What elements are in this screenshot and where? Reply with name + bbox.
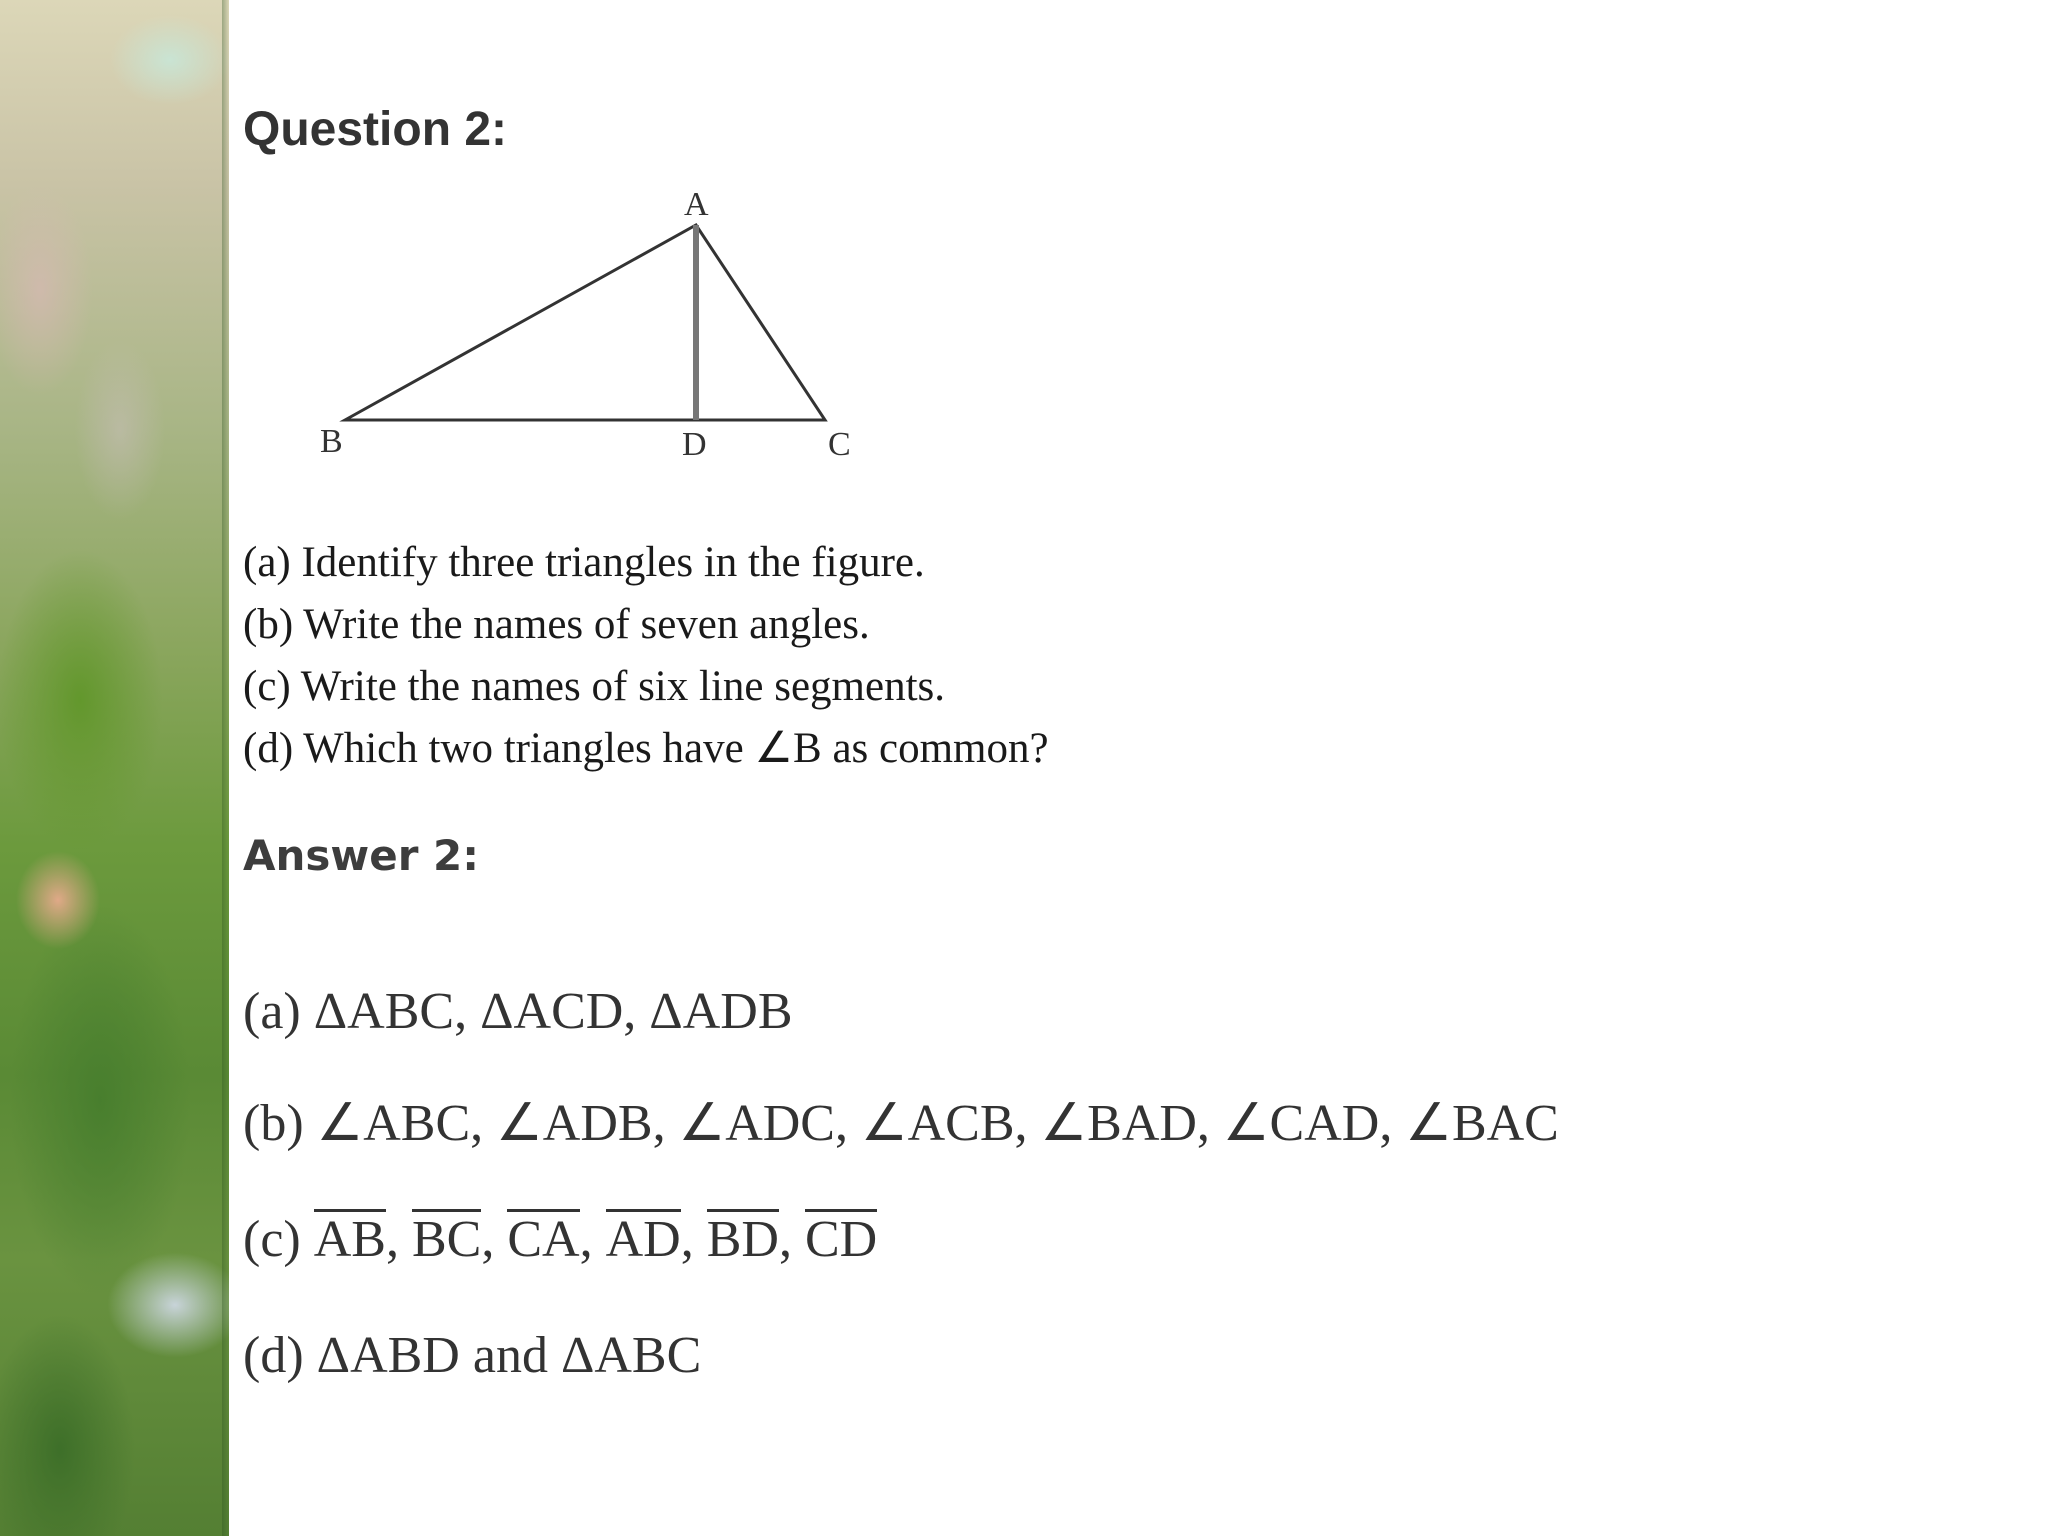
line-segment-name: CD bbox=[804, 1211, 878, 1268]
line-segment: AB, bbox=[313, 1211, 412, 1268]
question-part-d: (d) Which two triangles have ∠B as common? bbox=[243, 725, 1049, 772]
answer-part-d: (d) ΔABD and ΔABC bbox=[243, 1327, 702, 1384]
line-segment: AD, bbox=[605, 1211, 707, 1268]
question-parts bbox=[243, 532, 1049, 780]
answer-part-c-prefix: (c) bbox=[243, 1211, 301, 1268]
answer-part-c bbox=[243, 1208, 877, 1272]
answer-title: Answer 2: bbox=[243, 831, 480, 880]
decorative-sidebar bbox=[0, 0, 229, 1536]
question-title: Question 2: bbox=[243, 103, 508, 156]
line-segment: BD, bbox=[706, 1211, 805, 1268]
line-segment: CA, bbox=[507, 1211, 606, 1268]
triangle-abc bbox=[345, 225, 825, 420]
vertex-label-c: C bbox=[828, 426, 851, 463]
vertex-label-b: B bbox=[320, 423, 343, 460]
sidebar-edge-shadow bbox=[222, 0, 229, 1536]
line-segment bbox=[805, 1208, 877, 1272]
question-part-b: (b) Write the names of seven angles. bbox=[243, 601, 870, 648]
answer-part-b: (b) ∠ABC, ∠ADB, ∠ADC, ∠ACB, ∠BAD, ∠CAD, ∠BAC bbox=[243, 1095, 1559, 1152]
line-segment-list bbox=[314, 1208, 877, 1272]
triangle-figure bbox=[300, 180, 880, 470]
line-segment-name: CA bbox=[507, 1211, 580, 1268]
line-segment-name: BC bbox=[411, 1211, 482, 1268]
question-part-c: (c) Write the names of six line segments. bbox=[243, 663, 946, 710]
line-segment-name: AD bbox=[605, 1211, 681, 1268]
question-part-a: (a) Identify three triangles in the figure. bbox=[243, 539, 925, 586]
vertex-label-d: D bbox=[682, 426, 707, 463]
line-segment-name: AB bbox=[313, 1211, 386, 1268]
answer-part-a: (a) ΔABC, ΔACD, ΔADB bbox=[243, 983, 793, 1040]
line-segment: BC, bbox=[411, 1211, 508, 1268]
vertex-label-a: A bbox=[684, 186, 709, 223]
line-segment-name: BD bbox=[706, 1211, 779, 1268]
